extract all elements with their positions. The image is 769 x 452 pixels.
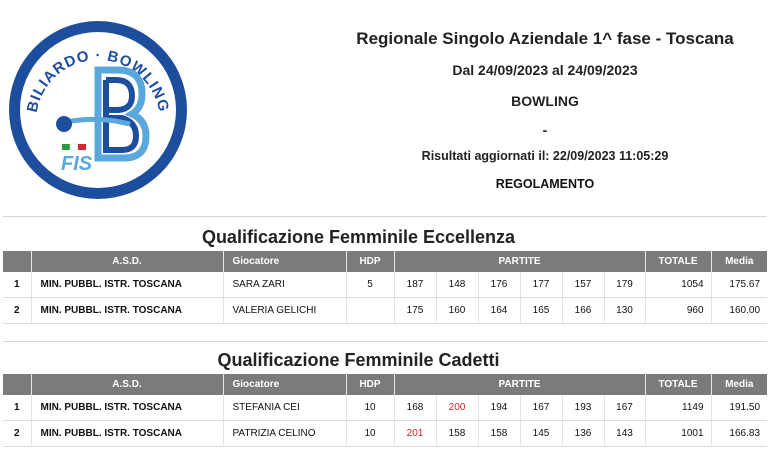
table-body: [3, 395, 767, 447]
logo-flag-white: [70, 144, 78, 150]
row-average: 166.83: [711, 421, 767, 447]
logo-flag-green: [62, 144, 70, 150]
section-title-cadetti: Qualificazione Femminile Cadetti: [217, 350, 500, 370]
row-game-2: 160: [436, 298, 478, 324]
table-header: [3, 374, 767, 395]
table-header: [3, 251, 767, 272]
row-game-1: 175: [394, 298, 436, 324]
row-total: 1054: [645, 272, 711, 298]
col-player: Giocatore: [223, 251, 346, 272]
table-body: [3, 272, 767, 324]
row-game-5: 166: [562, 298, 604, 324]
row-total: 960: [645, 298, 711, 324]
row-position: 1: [3, 395, 31, 421]
row-player: PATRIZIA CELINO: [223, 421, 346, 447]
logo-fis-text: FIS: [61, 153, 93, 175]
row-average: 191.50: [711, 395, 767, 421]
row-asd: MIN. PUBBL. ISTR. TOSCANA: [31, 395, 223, 421]
col-asd: A.S.D.: [31, 251, 223, 272]
row-hdp: 10: [346, 395, 394, 421]
table-row: [3, 421, 767, 447]
results-table-eccellenza: [3, 251, 767, 324]
row-game-2: 200: [436, 395, 478, 421]
row-game-4: 177: [520, 272, 562, 298]
row-asd: MIN. PUBBL. ISTR. TOSCANA: [31, 272, 223, 298]
row-player: STEFANIA CEI: [223, 395, 346, 421]
row-game-6: 130: [604, 298, 645, 324]
row-game-1: 201: [394, 421, 436, 447]
row-game-3: 158: [478, 421, 520, 447]
table-row: [3, 272, 767, 298]
row-game-2: 148: [436, 272, 478, 298]
col-hdp: HDP: [346, 374, 394, 395]
event-separator: -: [542, 122, 548, 138]
table-row: [3, 298, 767, 324]
results-updated: Risultati aggiornati il: 22/09/2023 11:05:29: [421, 149, 669, 163]
col-games: PARTITE: [394, 374, 645, 395]
row-asd: MIN. PUBBL. ISTR. TOSCANA: [31, 298, 223, 324]
row-average: 160.00: [711, 298, 767, 324]
row-position: 1: [3, 272, 31, 298]
col-avg: Media: [711, 251, 767, 272]
row-game-3: 194: [478, 395, 520, 421]
row-game-3: 164: [478, 298, 520, 324]
event-sport: BOWLING: [511, 93, 579, 109]
row-game-1: 187: [394, 272, 436, 298]
row-total: 1001: [645, 421, 711, 447]
row-game-6: 179: [604, 272, 645, 298]
row-game-2: 158: [436, 421, 478, 447]
col-pos: [3, 374, 31, 395]
regolamento-link[interactable]: REGOLAMENTO: [495, 177, 595, 191]
logo-flag-red: [78, 144, 86, 150]
fis-biliardo-bowling-logo: [6, 18, 190, 202]
row-game-1: 168: [394, 395, 436, 421]
divider: [3, 216, 767, 217]
row-total: 1149: [645, 395, 711, 421]
results-table-cadetti: [3, 374, 767, 447]
row-hdp: 10: [346, 421, 394, 447]
row-game-4: 165: [520, 298, 562, 324]
row-game-5: 136: [562, 421, 604, 447]
divider: [3, 341, 767, 342]
row-game-5: 157: [562, 272, 604, 298]
row-position: 2: [3, 298, 31, 324]
event-title: Regionale Singolo Aziendale 1^ fase - Toscana: [356, 29, 734, 48]
row-hdp: [346, 298, 394, 324]
col-total: TOTALE: [645, 374, 711, 395]
event-dates: Dal 24/09/2023 al 24/09/2023: [452, 62, 638, 78]
col-pos: [3, 251, 31, 272]
col-avg: Media: [711, 374, 767, 395]
row-hdp: 5: [346, 272, 394, 298]
col-asd: A.S.D.: [31, 374, 223, 395]
row-game-3: 176: [478, 272, 520, 298]
row-position: 2: [3, 421, 31, 447]
row-game-4: 145: [520, 421, 562, 447]
logo-arc-text: BILIARDO · BOWLING: [23, 46, 173, 114]
col-total: TOTALE: [645, 251, 711, 272]
col-games: PARTITE: [394, 251, 645, 272]
col-player: Giocatore: [223, 374, 346, 395]
row-game-6: 167: [604, 395, 645, 421]
row-game-4: 167: [520, 395, 562, 421]
table-row: [3, 395, 767, 421]
row-average: 175.67: [711, 272, 767, 298]
row-asd: MIN. PUBBL. ISTR. TOSCANA: [31, 421, 223, 447]
row-game-6: 143: [604, 421, 645, 447]
row-player: SARA ZARI: [223, 272, 346, 298]
col-hdp: HDP: [346, 251, 394, 272]
row-player: VALERIA GELICHI: [223, 298, 346, 324]
section-title-eccellenza: Qualificazione Femminile Eccellenza: [201, 227, 516, 247]
row-game-5: 193: [562, 395, 604, 421]
